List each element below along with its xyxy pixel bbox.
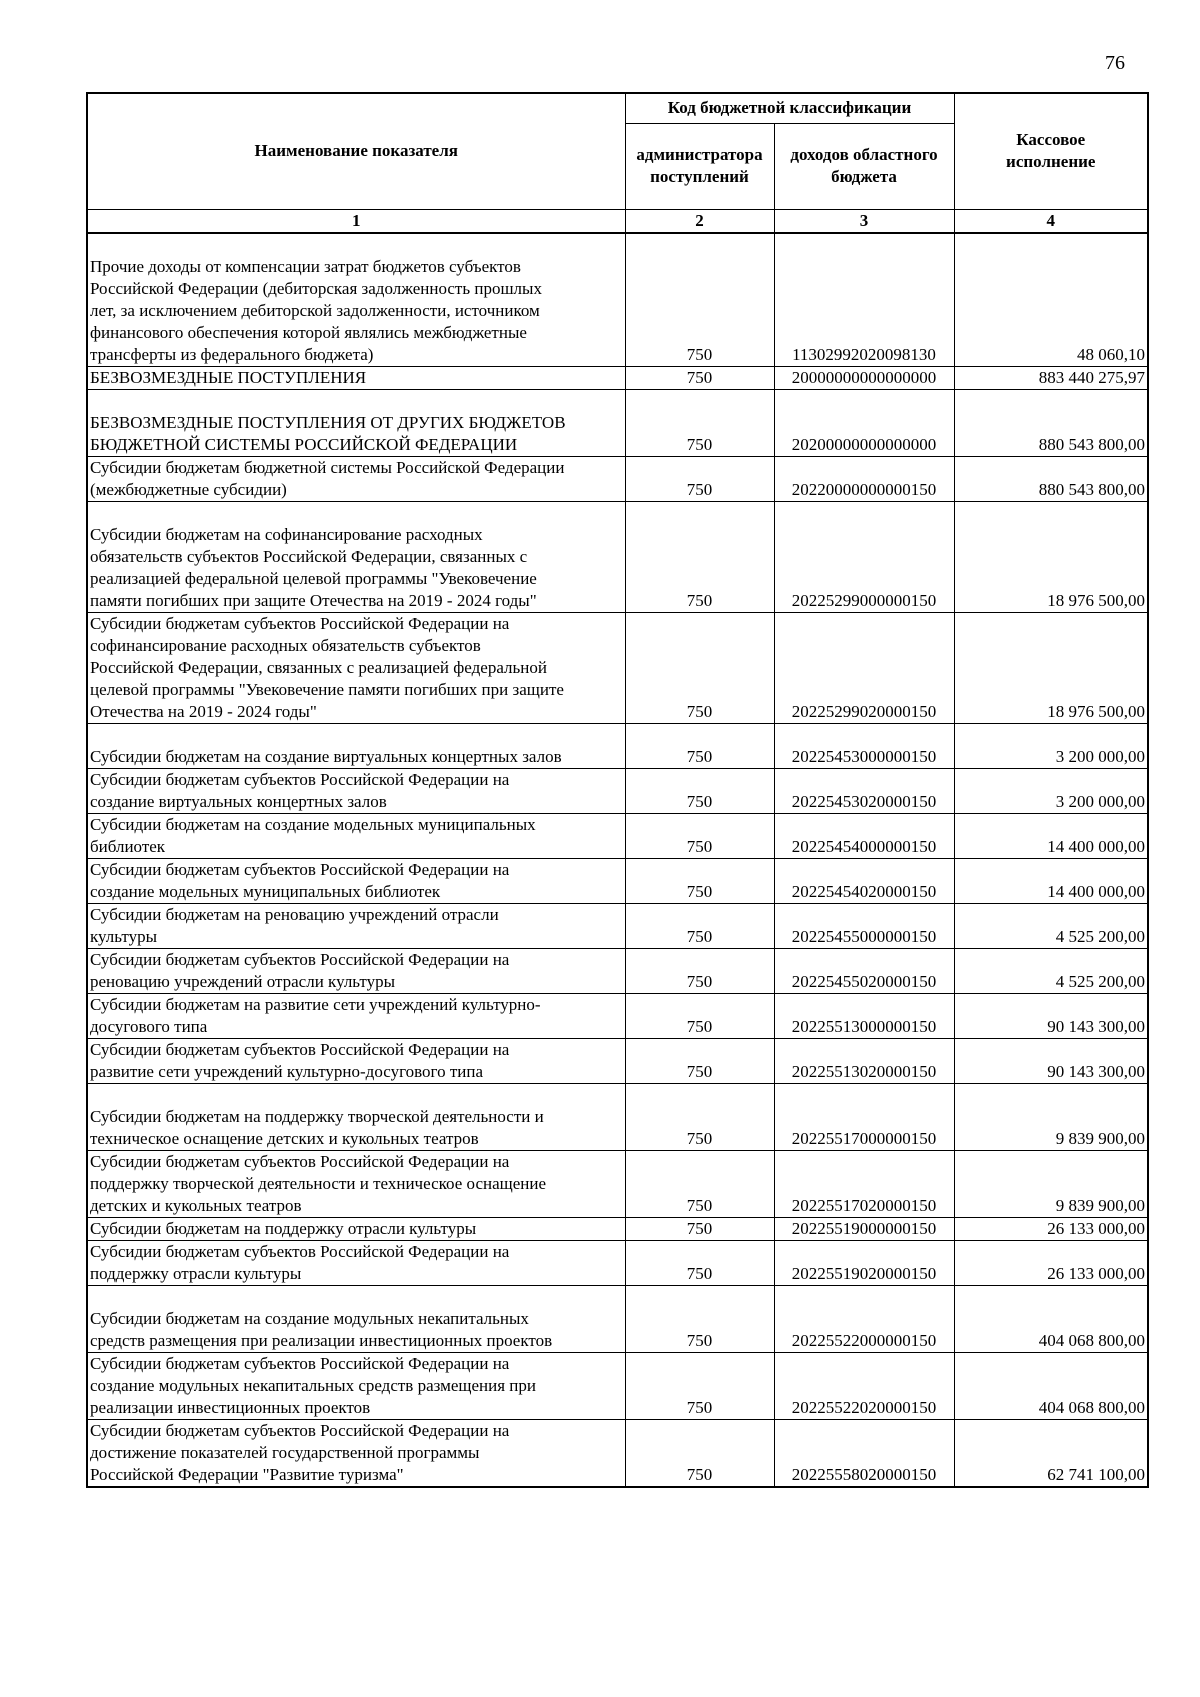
header-admin-line1: администратора [636, 145, 763, 164]
row-name-line: реновацию учреждений отрасли культуры [90, 971, 396, 991]
row-amount: 18 976 500,00 [954, 612, 1148, 723]
row-income-code: 11302992020098130 [774, 233, 954, 367]
row-name-line: Субсидии бюджетам субъектов Российской Федерации на [90, 1241, 510, 1261]
table-row [87, 612, 1148, 723]
row-amount: 883 440 275,97 [954, 366, 1148, 389]
row-name-line: Субсидии бюджетам субъектов Российской Федерации на [90, 859, 510, 879]
row-admin-code: 750 [625, 501, 774, 612]
row-name [87, 1285, 625, 1352]
row-name-line [90, 724, 623, 746]
row-name-line: обязательств субъектов Российской Федерации, связанных с [90, 546, 528, 566]
row-name-line: лет, за исключением дебиторской задолженности, источником [90, 300, 540, 320]
row-name [87, 993, 625, 1038]
row-name-line: Российской Федерации (дебиторская задолженность прошлых [90, 278, 542, 298]
row-admin-code: 750 [625, 723, 774, 768]
row-income-code: 20225522000000150 [774, 1285, 954, 1352]
row-name-line: Субсидии бюджетам субъектов Российской Федерации на [90, 769, 510, 789]
table-row [87, 233, 1148, 367]
row-name [87, 1083, 625, 1150]
row-name [87, 1150, 625, 1217]
row-name-line: трансферты из федерального бюджета) [90, 344, 374, 364]
row-amount: 4 525 200,00 [954, 903, 1148, 948]
row-income-code: 20225454000000150 [774, 813, 954, 858]
row-income-code: 20225455000000150 [774, 903, 954, 948]
row-name-line: (межбюджетные субсидии) [90, 479, 287, 499]
row-name-line: Субсидии бюджетам бюджетной системы Российской Федерации [90, 457, 565, 477]
table-row [87, 813, 1148, 858]
column-numbers-row [87, 209, 1148, 233]
column-number: 2 [625, 209, 774, 233]
table-row [87, 456, 1148, 501]
row-name-line: библиотек [90, 836, 166, 856]
row-admin-code: 750 [625, 858, 774, 903]
row-name [87, 501, 625, 612]
row-name-line: Отечества на 2019 - 2024 годы" [90, 701, 317, 721]
row-name-line: Российской Федерации "Развитие туризма" [90, 1464, 404, 1484]
column-number: 1 [87, 209, 625, 233]
row-name [87, 1352, 625, 1419]
row-name-line [90, 1084, 623, 1106]
row-name-line: создание модельных муниципальных библиотек [90, 881, 441, 901]
row-name [87, 456, 625, 501]
header-group-label: Код бюджетной классификации [667, 98, 912, 118]
row-income-code: 20225513020000150 [774, 1038, 954, 1083]
row-income-code: 20225519000000150 [774, 1217, 954, 1240]
row-name [87, 389, 625, 456]
table-row [87, 903, 1148, 948]
row-amount: 3 200 000,00 [954, 768, 1148, 813]
table-row [87, 723, 1148, 768]
header-income-line1: доходов областного [790, 145, 938, 164]
row-name-line [90, 1286, 623, 1308]
row-name-line: развитие сети учреждений культурно-досугового типа [90, 1061, 484, 1081]
row-name-line: Субсидии бюджетам субъектов Российской Федерации на [90, 949, 510, 969]
row-amount: 26 133 000,00 [954, 1217, 1148, 1240]
table-row [87, 1419, 1148, 1487]
row-name-line: Субсидии бюджетам на создание виртуальных концертных залов [90, 746, 562, 766]
row-income-code: 20220000000000150 [774, 456, 954, 501]
row-income-code: 20225299020000150 [774, 612, 954, 723]
row-name-line: софинансирование расходных обязательств субъектов [90, 635, 481, 655]
row-amount: 48 060,10 [954, 233, 1148, 367]
table-row [87, 366, 1148, 389]
row-income-code: 20225519020000150 [774, 1240, 954, 1285]
row-amount: 14 400 000,00 [954, 858, 1148, 903]
row-amount: 18 976 500,00 [954, 501, 1148, 612]
row-name-line [90, 502, 623, 524]
table-header [87, 93, 1148, 233]
row-admin-code: 750 [625, 903, 774, 948]
table-row [87, 389, 1148, 456]
row-name-line: Субсидии бюджетам на развитие сети учреждений культурно- [90, 994, 541, 1014]
table-row [87, 1217, 1148, 1240]
row-name-line: Субсидии бюджетам на создание модульных некапитальных [90, 1308, 529, 1328]
row-admin-code: 750 [625, 1419, 774, 1487]
row-amount: 404 068 800,00 [954, 1285, 1148, 1352]
row-income-code: 20225455020000150 [774, 948, 954, 993]
column-number: 3 [774, 209, 954, 233]
row-name-line: финансового обеспечения которой являлись межбюджетные [90, 322, 527, 342]
row-name-line: реализации инвестиционных проектов [90, 1397, 371, 1417]
row-name [87, 813, 625, 858]
row-name-line: Субсидии бюджетам на реновацию учреждений отрасли [90, 904, 499, 924]
row-admin-code: 750 [625, 1352, 774, 1419]
row-amount: 3 200 000,00 [954, 723, 1148, 768]
table-row [87, 858, 1148, 903]
table-row [87, 768, 1148, 813]
row-admin-code: 750 [625, 389, 774, 456]
row-admin-code: 750 [625, 948, 774, 993]
row-amount: 90 143 300,00 [954, 1038, 1148, 1083]
row-name [87, 612, 625, 723]
header-name-label: Наименование показателя [254, 141, 458, 161]
row-amount: 14 400 000,00 [954, 813, 1148, 858]
row-name-line: создание виртуальных концертных залов [90, 791, 387, 811]
row-name-line: создание модульных некапитальных средств размещения при [90, 1375, 537, 1395]
row-name-line: культуры [90, 926, 157, 946]
header-admin-line2: поступлений [650, 167, 749, 186]
row-name-line: памяти погибших при защите Отечества на 2019 - 2024 годы" [90, 590, 537, 610]
row-name [87, 948, 625, 993]
table-row [87, 948, 1148, 993]
row-admin-code: 750 [625, 993, 774, 1038]
row-name [87, 858, 625, 903]
row-income-code: 20225517000000150 [774, 1083, 954, 1150]
row-name-line: досугового типа [90, 1016, 208, 1036]
row-admin-code: 750 [625, 366, 774, 389]
row-name [87, 366, 625, 389]
row-name-line: реализацией федеральной целевой программы "Увековечение [90, 568, 537, 588]
row-income-code: 20225454020000150 [774, 858, 954, 903]
row-name-line: целевой программы "Увековечение памяти погибших при защите [90, 679, 564, 699]
row-income-code: 20225299000000150 [774, 501, 954, 612]
row-amount: 9 839 900,00 [954, 1083, 1148, 1150]
row-name-line: Субсидии бюджетам субъектов Российской Федерации на [90, 613, 510, 633]
row-name-line: Субсидии бюджетам на софинансирование расходных [90, 524, 483, 544]
row-admin-code: 750 [625, 1038, 774, 1083]
row-amount: 26 133 000,00 [954, 1240, 1148, 1285]
row-income-code: 20225453020000150 [774, 768, 954, 813]
row-name-line: БЮДЖЕТНОЙ СИСТЕМЫ РОССИЙСКОЙ ФЕДЕРАЦИИ [90, 434, 518, 454]
row-admin-code: 750 [625, 456, 774, 501]
row-amount: 4 525 200,00 [954, 948, 1148, 993]
row-admin-code: 750 [625, 1240, 774, 1285]
row-name-line [90, 234, 623, 256]
row-name [87, 768, 625, 813]
table-row [87, 1285, 1148, 1352]
column-number: 4 [954, 209, 1148, 233]
header-execution-line2: исполнение [1006, 152, 1096, 172]
table-row [87, 1150, 1148, 1217]
row-name-line: Субсидии бюджетам субъектов Российской Федерации на [90, 1353, 510, 1373]
table-body [87, 233, 1148, 1487]
row-income-code: 20200000000000000 [774, 389, 954, 456]
row-income-code: 20225522020000150 [774, 1352, 954, 1419]
row-amount: 62 741 100,00 [954, 1419, 1148, 1487]
table-row [87, 1352, 1148, 1419]
row-amount: 90 143 300,00 [954, 993, 1148, 1038]
header-name [87, 93, 625, 209]
budget-table [86, 92, 1149, 1488]
table-row [87, 993, 1148, 1038]
row-name-line: Субсидии бюджетам на поддержку творческой деятельности и [90, 1106, 544, 1126]
row-income-code: 20225513000000150 [774, 993, 954, 1038]
row-admin-code: 750 [625, 1217, 774, 1240]
row-name-line: БЕЗВОЗМЕЗДНЫЕ ПОСТУПЛЕНИЯ ОТ ДРУГИХ БЮДЖЕТОВ [90, 412, 566, 432]
header-execution-line1: Кассовое [1016, 130, 1086, 150]
header-group [625, 93, 954, 123]
table-row [87, 1083, 1148, 1150]
row-admin-code: 750 [625, 1083, 774, 1150]
row-name [87, 903, 625, 948]
row-name-line: Субсидии бюджетам субъектов Российской Федерации на [90, 1151, 510, 1171]
row-name-line: Субсидии бюджетам на поддержку отрасли культуры [90, 1218, 477, 1238]
row-name-line: Субсидии бюджетам на создание модельных муниципальных [90, 814, 536, 834]
row-name-line: Прочие доходы от компенсации затрат бюджетов субъектов [90, 256, 521, 276]
row-admin-code: 750 [625, 1150, 774, 1217]
row-amount: 880 543 800,00 [954, 389, 1148, 456]
header-execution [954, 93, 1148, 209]
row-name-line: Субсидии бюджетам субъектов Российской Федерации на [90, 1039, 510, 1059]
table-row [87, 1038, 1148, 1083]
row-amount: 9 839 900,00 [954, 1150, 1148, 1217]
row-name-line: детских и кукольных театров [90, 1195, 302, 1215]
row-name [87, 723, 625, 768]
header-income [774, 123, 954, 209]
row-admin-code: 750 [625, 813, 774, 858]
row-name-line [90, 390, 623, 412]
row-name-line: техническое оснащение детских и кукольных театров [90, 1128, 479, 1148]
row-name-line: Субсидии бюджетам субъектов Российской Федерации на [90, 1420, 510, 1440]
header-income-line2: бюджета [831, 167, 897, 186]
row-amount: 880 543 800,00 [954, 456, 1148, 501]
row-name [87, 1217, 625, 1240]
row-income-code: 20225453000000150 [774, 723, 954, 768]
row-admin-code: 750 [625, 768, 774, 813]
row-admin-code: 750 [625, 1285, 774, 1352]
row-amount: 404 068 800,00 [954, 1352, 1148, 1419]
row-income-code: 20225558020000150 [774, 1419, 954, 1487]
row-name [87, 233, 625, 367]
row-name-line: средств размещения при реализации инвестиционных проектов [90, 1330, 553, 1350]
row-name [87, 1038, 625, 1083]
row-admin-code: 750 [625, 233, 774, 367]
row-name [87, 1240, 625, 1285]
row-name-line: поддержку отрасли культуры [90, 1263, 302, 1283]
row-income-code: 20225517020000150 [774, 1150, 954, 1217]
row-name-line: БЕЗВОЗМЕЗДНЫЕ ПОСТУПЛЕНИЯ [90, 367, 367, 387]
row-name-line: достижение показателей государственной программы [90, 1442, 480, 1462]
header-admin [625, 123, 774, 209]
row-income-code: 20000000000000000 [774, 366, 954, 389]
row-name-line: поддержку творческой деятельности и техническое оснащение [90, 1173, 547, 1193]
page-number: 76 [1105, 52, 1125, 74]
row-name-line: Российской Федерации, связанных с реализацией федеральной [90, 657, 547, 677]
table-row [87, 501, 1148, 612]
row-name [87, 1419, 625, 1487]
row-admin-code: 750 [625, 612, 774, 723]
table-row [87, 1240, 1148, 1285]
